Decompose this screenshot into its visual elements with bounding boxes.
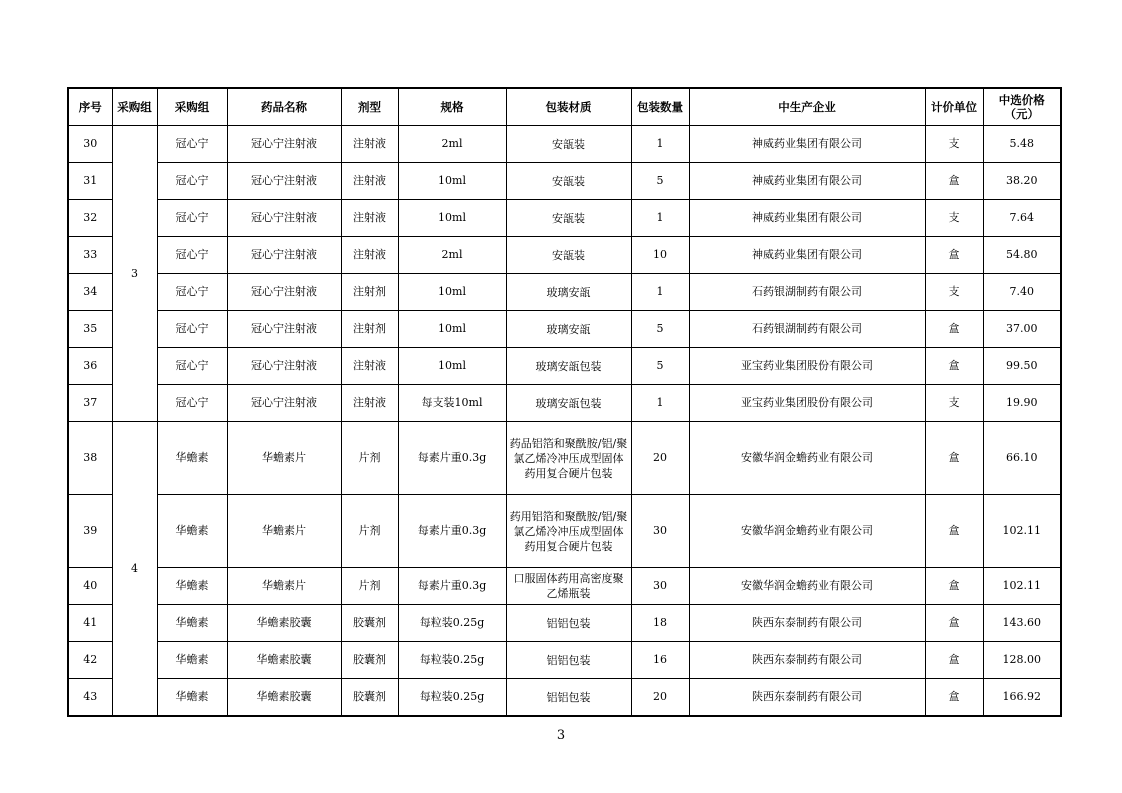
cell-subgroup: 华蟾素 [157,642,227,679]
cell-drug-name: 华蟾素胶囊 [227,679,341,717]
cell-manufacturer: 神威药业集团有限公司 [689,200,925,237]
page-number: 3 [556,728,566,743]
cell-dosage-form: 注射液 [341,200,398,237]
header-unit: 计价单位 [925,88,983,126]
header-subgroup: 采购组 [157,88,227,126]
cell-pack-qty: 30 [631,568,689,605]
cell-drug-name: 华蟾素片 [227,568,341,605]
cell-pack-qty: 18 [631,605,689,642]
cell-packaging: 玻璃安瓿包装 [506,348,631,385]
table-row [68,126,1061,163]
cell-price: 7.40 [983,274,1061,311]
cell-manufacturer: 神威药业集团有限公司 [689,237,925,274]
cell-manufacturer: 石药银湖制药有限公司 [689,311,925,348]
cell-subgroup: 华蟾素 [157,679,227,717]
cell-unit: 盒 [925,237,983,274]
table-row [68,568,1061,605]
cell-drug-name: 冠心宁注射液 [227,348,341,385]
cell-spec: 10ml [398,163,506,200]
cell-manufacturer: 神威药业集团有限公司 [689,163,925,200]
cell-subgroup: 冠心宁 [157,385,227,422]
cell-price: 37.00 [983,311,1061,348]
cell-subgroup: 华蟾素 [157,568,227,605]
cell-unit: 支 [925,126,983,163]
cell-manufacturer: 陕西东泰制药有限公司 [689,642,925,679]
cell-price: 128.00 [983,642,1061,679]
cell-spec: 每粒装0.25g [398,642,506,679]
cell-subgroup: 冠心宁 [157,200,227,237]
cell-manufacturer: 亚宝药业集团股份有限公司 [689,385,925,422]
cell-packaging: 玻璃安瓿包装 [506,385,631,422]
cell-spec: 每素片重0.3g [398,422,506,495]
cell-dosage-form: 注射液 [341,126,398,163]
cell-spec: 2ml [398,126,506,163]
cell-subgroup: 华蟾素 [157,422,227,495]
cell-manufacturer: 陕西东泰制药有限公司 [689,605,925,642]
header-packaging: 包装材质 [506,88,631,126]
table-row [68,311,1061,348]
header-group: 采购组 [112,88,157,126]
cell-spec: 10ml [398,348,506,385]
cell-dosage-form: 片剂 [341,495,398,568]
cell-price: 66.10 [983,422,1061,495]
cell-no: 43 [68,679,112,717]
cell-no: 40 [68,568,112,605]
header-price [983,88,1061,126]
cell-pack-qty: 20 [631,679,689,717]
cell-dosage-form: 片剂 [341,568,398,605]
cell-manufacturer: 安徽华润金蟾药业有限公司 [689,422,925,495]
cell-dosage-form: 胶囊剂 [341,642,398,679]
cell-pack-qty: 1 [631,126,689,163]
cell-subgroup: 冠心宁 [157,237,227,274]
cell-drug-name: 冠心宁注射液 [227,200,341,237]
cell-subgroup: 华蟾素 [157,605,227,642]
cell-packaging: 药用铝箔和聚酰胺/铝/聚氯乙烯冷冲压成型固体药用复合硬片包装 [506,495,631,568]
cell-dosage-form: 注射剂 [341,311,398,348]
cell-manufacturer: 陕西东泰制药有限公司 [689,679,925,717]
cell-no: 38 [68,422,112,495]
header-price-label: 中选价格 [998,93,1045,107]
cell-packaging: 玻璃安瓿 [506,274,631,311]
cell-unit: 支 [925,200,983,237]
cell-drug-name: 华蟾素胶囊 [227,605,341,642]
cell-spec: 2ml [398,237,506,274]
cell-price: 143.60 [983,605,1061,642]
cell-price: 166.92 [983,679,1061,717]
cell-price: 7.64 [983,200,1061,237]
cell-unit: 支 [925,274,983,311]
cell-drug-name: 冠心宁注射液 [227,385,341,422]
cell-subgroup: 冠心宁 [157,126,227,163]
table-row [68,385,1061,422]
cell-packaging: 铝铝包装 [506,605,631,642]
cell-price: 54.80 [983,237,1061,274]
cell-pack-qty: 30 [631,495,689,568]
cell-drug-name: 华蟾素片 [227,422,341,495]
cell-pack-qty: 5 [631,348,689,385]
cell-dosage-form: 注射液 [341,385,398,422]
cell-spec: 10ml [398,274,506,311]
cell-unit: 盒 [925,642,983,679]
cell-no: 41 [68,605,112,642]
header-price-currency: （元） [1004,107,1039,121]
cell-packaging: 玻璃安瓿 [506,311,631,348]
cell-no: 37 [68,385,112,422]
header-no: 序号 [68,88,112,126]
cell-pack-qty: 20 [631,422,689,495]
cell-packaging: 药品铝箔和聚酰胺/铝/聚氯乙烯冷冲压成型固体药用复合硬片包装 [506,422,631,495]
cell-drug-name: 华蟾素胶囊 [227,642,341,679]
cell-spec: 每粒装0.25g [398,679,506,717]
cell-dosage-form: 注射液 [341,237,398,274]
cell-drug-name: 冠心宁注射液 [227,274,341,311]
cell-dosage-form: 胶囊剂 [341,679,398,717]
cell-price: 99.50 [983,348,1061,385]
table-row [68,642,1061,679]
cell-unit: 盒 [925,348,983,385]
cell-unit: 支 [925,385,983,422]
header-spec: 规格 [398,88,506,126]
header-dosage-form: 剂型 [341,88,398,126]
cell-no: 34 [68,274,112,311]
cell-drug-name: 冠心宁注射液 [227,163,341,200]
cell-price: 102.11 [983,495,1061,568]
cell-group: 4 [112,422,157,717]
cell-price: 38.20 [983,163,1061,200]
cell-packaging: 安瓿装 [506,126,631,163]
table-row [68,274,1061,311]
cell-spec: 每素片重0.3g [398,568,506,605]
table-row [68,422,1061,495]
procurement-table [67,87,1062,717]
table-row [68,495,1061,568]
cell-spec: 10ml [398,311,506,348]
table-row [68,200,1061,237]
cell-no: 35 [68,311,112,348]
cell-packaging: 铝铝包装 [506,679,631,717]
cell-dosage-form: 注射液 [341,163,398,200]
cell-subgroup: 冠心宁 [157,163,227,200]
cell-spec: 每素片重0.3g [398,495,506,568]
table-row [68,163,1061,200]
cell-dosage-form: 片剂 [341,422,398,495]
cell-unit: 盒 [925,163,983,200]
cell-manufacturer: 安徽华润金蟾药业有限公司 [689,495,925,568]
cell-price: 5.48 [983,126,1061,163]
cell-unit: 盒 [925,679,983,717]
cell-price: 102.11 [983,568,1061,605]
cell-pack-qty: 5 [631,163,689,200]
cell-no: 42 [68,642,112,679]
cell-packaging: 安瓿装 [506,200,631,237]
cell-dosage-form: 注射液 [341,348,398,385]
table-row [68,237,1061,274]
cell-pack-qty: 1 [631,274,689,311]
cell-unit: 盒 [925,568,983,605]
cell-no: 36 [68,348,112,385]
cell-unit: 盒 [925,422,983,495]
cell-pack-qty: 1 [631,200,689,237]
cell-packaging: 安瓿装 [506,163,631,200]
cell-no: 33 [68,237,112,274]
cell-drug-name: 冠心宁注射液 [227,237,341,274]
cell-no: 39 [68,495,112,568]
cell-spec: 10ml [398,200,506,237]
table-row [68,605,1061,642]
table-row [68,348,1061,385]
cell-no: 31 [68,163,112,200]
cell-subgroup: 冠心宁 [157,274,227,311]
cell-drug-name: 华蟾素片 [227,495,341,568]
cell-drug-name: 冠心宁注射液 [227,126,341,163]
cell-pack-qty: 1 [631,385,689,422]
cell-dosage-form: 注射剂 [341,274,398,311]
cell-group: 3 [112,126,157,422]
cell-packaging: 口服固体药用高密度聚乙烯瓶装 [506,568,631,605]
table-row [68,679,1061,717]
cell-subgroup: 冠心宁 [157,311,227,348]
cell-spec: 每支装10ml [398,385,506,422]
header-drug-name: 药品名称 [227,88,341,126]
cell-unit: 盒 [925,495,983,568]
cell-subgroup: 华蟾素 [157,495,227,568]
cell-pack-qty: 16 [631,642,689,679]
cell-subgroup: 冠心宁 [157,348,227,385]
cell-pack-qty: 10 [631,237,689,274]
header-manufacturer: 中生产企业 [689,88,925,126]
cell-manufacturer: 亚宝药业集团股份有限公司 [689,348,925,385]
cell-manufacturer: 石药银湖制药有限公司 [689,274,925,311]
cell-packaging: 铝铝包装 [506,642,631,679]
cell-drug-name: 冠心宁注射液 [227,311,341,348]
cell-manufacturer: 神威药业集团有限公司 [689,126,925,163]
cell-price: 19.90 [983,385,1061,422]
cell-dosage-form: 胶囊剂 [341,605,398,642]
header-row [68,88,1061,126]
header-pack-qty: 包装数量 [631,88,689,126]
cell-spec: 每粒装0.25g [398,605,506,642]
cell-pack-qty: 5 [631,311,689,348]
cell-unit: 盒 [925,605,983,642]
cell-manufacturer: 安徽华润金蟾药业有限公司 [689,568,925,605]
cell-packaging: 安瓿装 [506,237,631,274]
cell-no: 30 [68,126,112,163]
cell-no: 32 [68,200,112,237]
cell-unit: 盒 [925,311,983,348]
